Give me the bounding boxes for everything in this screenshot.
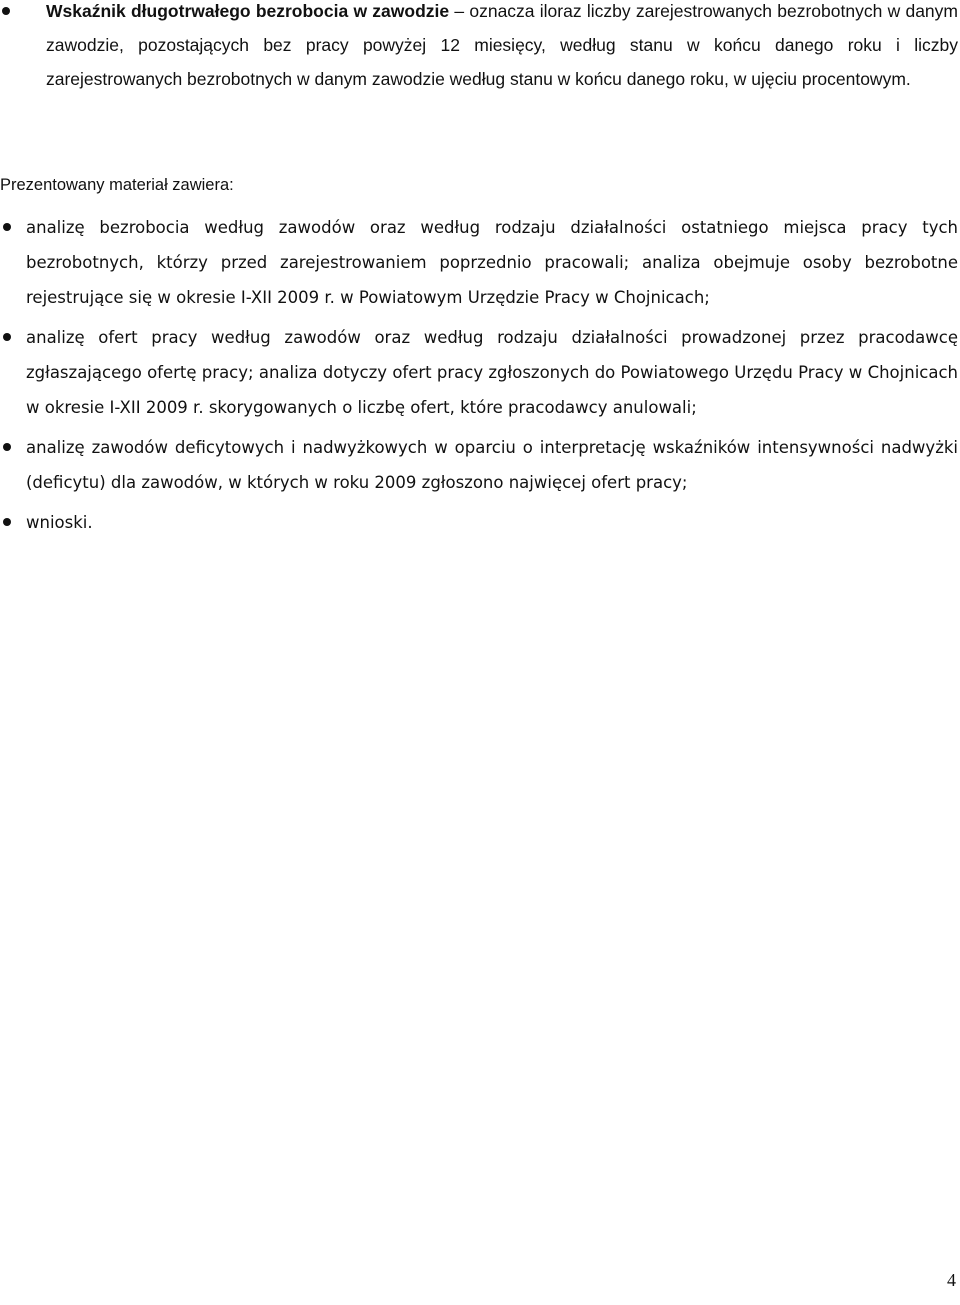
definition-term: Wskaźnik długotrwałego bezrobocia w zawodzie	[46, 1, 450, 21]
intro-text: Prezentowany materiał zawiera:	[0, 175, 234, 194]
bullet-icon	[3, 443, 11, 451]
bullet-icon	[3, 333, 11, 341]
list-item	[0, 505, 958, 540]
content-list	[0, 210, 958, 545]
definition-item	[20, 0, 958, 96]
list-item-text: analizę zawodów deficytowych i nadwyżkowych w oparciu o interpretację wskaźników intensywności nadwyżki (deficytu) dla zawodów, w których w roku 2009 zgłoszono najwięcej ofert pracy;	[26, 438, 958, 492]
definition-text: – oznacza iloraz liczby zarejestrowanych bezrobotnych w danym zawodzie, pozostających bez pracy powyżej 12 miesięcy, według stanu w końcu danego roku i liczby zarejestrowanych bezrobotnych w danym zawodzie według stanu w końcu danego roku, w ujęciu procentowym.	[46, 1, 958, 89]
bullet-icon	[2, 7, 10, 15]
list-item	[0, 320, 958, 425]
page-number: 4	[947, 1270, 956, 1290]
list-item	[0, 430, 958, 500]
list-item	[0, 210, 958, 315]
bullet-icon	[3, 223, 11, 231]
bullet-icon	[3, 518, 11, 526]
list-item-text: analizę bezrobocia według zawodów oraz według rodzaju działalności ostatniego miejsca pracy tych bezrobotnych, którzy przed zarejestrowaniem poprzednio pracowali; analiza obejmuje osoby bezrobotne rejestrujące się w okresie I-XII 2009 r. w Powiatowym Urzędzie Pracy w Chojnicach;	[26, 218, 958, 307]
list-item-text: wnioski.	[26, 513, 93, 532]
list-item-text: analizę ofert pracy według zawodów oraz według rodzaju działalności prowadzonej przez pracodawcę zgłaszającego ofertę pracy; analiza dotyczy ofert pracy zgłoszonych do Powiatowego Urzędu Pracy w Chojnicach w okresie I-XII 2009 r. skorygowanych o liczbę ofert, które pracodawcy anulowali;	[26, 328, 958, 417]
